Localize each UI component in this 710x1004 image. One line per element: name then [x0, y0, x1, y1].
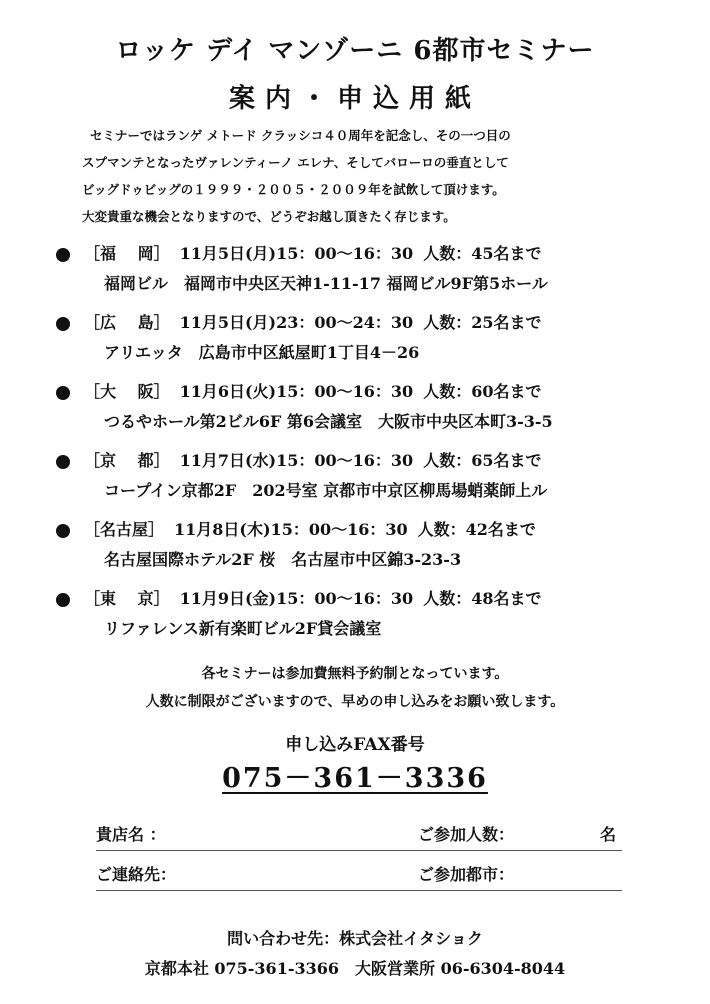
seminar-venue: コープイン京都2F 202号室 京都市中京区柳馬場蛸薬師上ル [104, 481, 548, 500]
fax-number-text: 075－361－3336 [222, 763, 488, 794]
seminar-list [54, 240, 704, 654]
bullet-icon [56, 248, 70, 262]
fax-number [0, 756, 710, 795]
application-form-row-2 [96, 856, 622, 891]
bullet-icon [56, 455, 70, 469]
form-row [96, 816, 622, 851]
seminar-item-osaka [54, 378, 704, 447]
intro-line: セミナーではランゲ メトード クラッシコ４０周年を記念し、その一つ目の [90, 128, 511, 143]
contact-field[interactable]: ご連絡先： [96, 865, 177, 884]
seminar-schedule [84, 240, 541, 268]
seminar-item-fukuoka [54, 240, 704, 309]
seminar-capacity: 人数：65名まで [423, 451, 542, 470]
seminar-item-nagoya [54, 516, 704, 585]
seminar-schedule [84, 378, 541, 406]
shop-name-field[interactable]: 貴店名 ： [96, 825, 166, 844]
seminar-item-hiroshima [54, 309, 704, 378]
seminar-venue: 名古屋国際ホテル2F 桜 名古屋市中区錦3-23-3 [104, 550, 462, 569]
bullet-icon [56, 524, 70, 538]
page-title: ロッケ デイ マンゾーニ 6都市セミナー [115, 36, 595, 66]
bullet-icon [56, 317, 70, 331]
fax-label: 申し込みFAX番号 [285, 735, 425, 755]
seminar-capacity: 人数：25名まで [423, 313, 542, 332]
seminar-schedule [84, 447, 541, 475]
intro-line: 大変貴重な機会となりますので、どうぞお越し頂きたく存じます。 [82, 209, 456, 224]
notice-line: 各セミナーは参加費無料予約制となっています。 [201, 666, 509, 682]
seminar-datetime: 11月6日(火)15：00～16：30 [179, 382, 414, 401]
reservation-notice [0, 660, 710, 716]
seminar-city: ［京 都］ [84, 451, 170, 470]
seminar-datetime: 11月5日(月)15：00～16：30 [179, 244, 414, 263]
attendees-unit: 名 [600, 825, 617, 844]
seminar-city: ［広 島］ [84, 313, 170, 332]
contact-title: 問い合わせ先：株式会社イタショク [227, 929, 483, 948]
city-field[interactable]: ご参加都市： [418, 865, 515, 884]
seminar-venue: リファレンス新有楽町ビル2F貸会議室 [104, 619, 382, 638]
seminar-city: ［東 京］ [84, 589, 170, 608]
attendees-field[interactable]: ご参加人数： [418, 825, 515, 844]
intro-line: ビッグドゥビッグの１９９９・２００５・２００９年を試飲して頂けます。 [82, 182, 505, 197]
bullet-icon [56, 593, 70, 607]
intro-line: スプマンテとなったヴァレンティーノ エレナ、そしてバローロの垂直として [82, 155, 509, 170]
form-row [96, 856, 622, 891]
seminar-capacity: 人数：42名まで [417, 520, 536, 539]
seminar-city: ［大 阪］ [84, 382, 170, 401]
intro-paragraph [72, 122, 662, 230]
seminar-datetime: 11月7日(水)15：00～16：30 [179, 451, 414, 470]
seminar-schedule [84, 309, 541, 337]
seminar-schedule [84, 516, 536, 544]
seminar-schedule [84, 585, 541, 613]
seminar-item-tokyo [54, 585, 704, 654]
seminar-venue: 福岡ビル 福岡市中央区天神1-11-17 福岡ビル9F第5ホール [104, 274, 548, 293]
bullet-icon [56, 386, 70, 400]
application-form-row-1 [96, 816, 622, 851]
seminar-datetime: 11月5日(月)23：00～24：30 [179, 313, 414, 332]
contact-phones: 京都本社 075-361-3366 大阪営業所 06-6304-8044 [144, 959, 566, 978]
seminar-datetime: 11月9日(金)15：00～16：30 [179, 589, 414, 608]
seminar-capacity: 人数：48名まで [423, 589, 542, 608]
seminar-venue: つるやホール第2ビル6F 第6会議室 大阪市中央区本町3-3-5 [104, 412, 553, 431]
notice-line: 人数に制限がございますので、早めの申し込みをお願い致します。 [145, 694, 565, 710]
seminar-capacity: 人数：45名まで [423, 244, 542, 263]
seminar-city: ［福 岡］ [84, 244, 170, 263]
seminar-capacity: 人数：60名まで [423, 382, 542, 401]
seminar-venue: アリエッタ 広島市中区紙屋町1丁目4－26 [104, 343, 420, 362]
seminar-item-kyoto [54, 447, 704, 516]
seminar-city: ［名古屋］ [84, 520, 165, 539]
page-subtitle: 案内・申込用紙 [228, 84, 481, 114]
seminar-datetime: 11月8日(木)15：00～16：30 [174, 520, 408, 539]
